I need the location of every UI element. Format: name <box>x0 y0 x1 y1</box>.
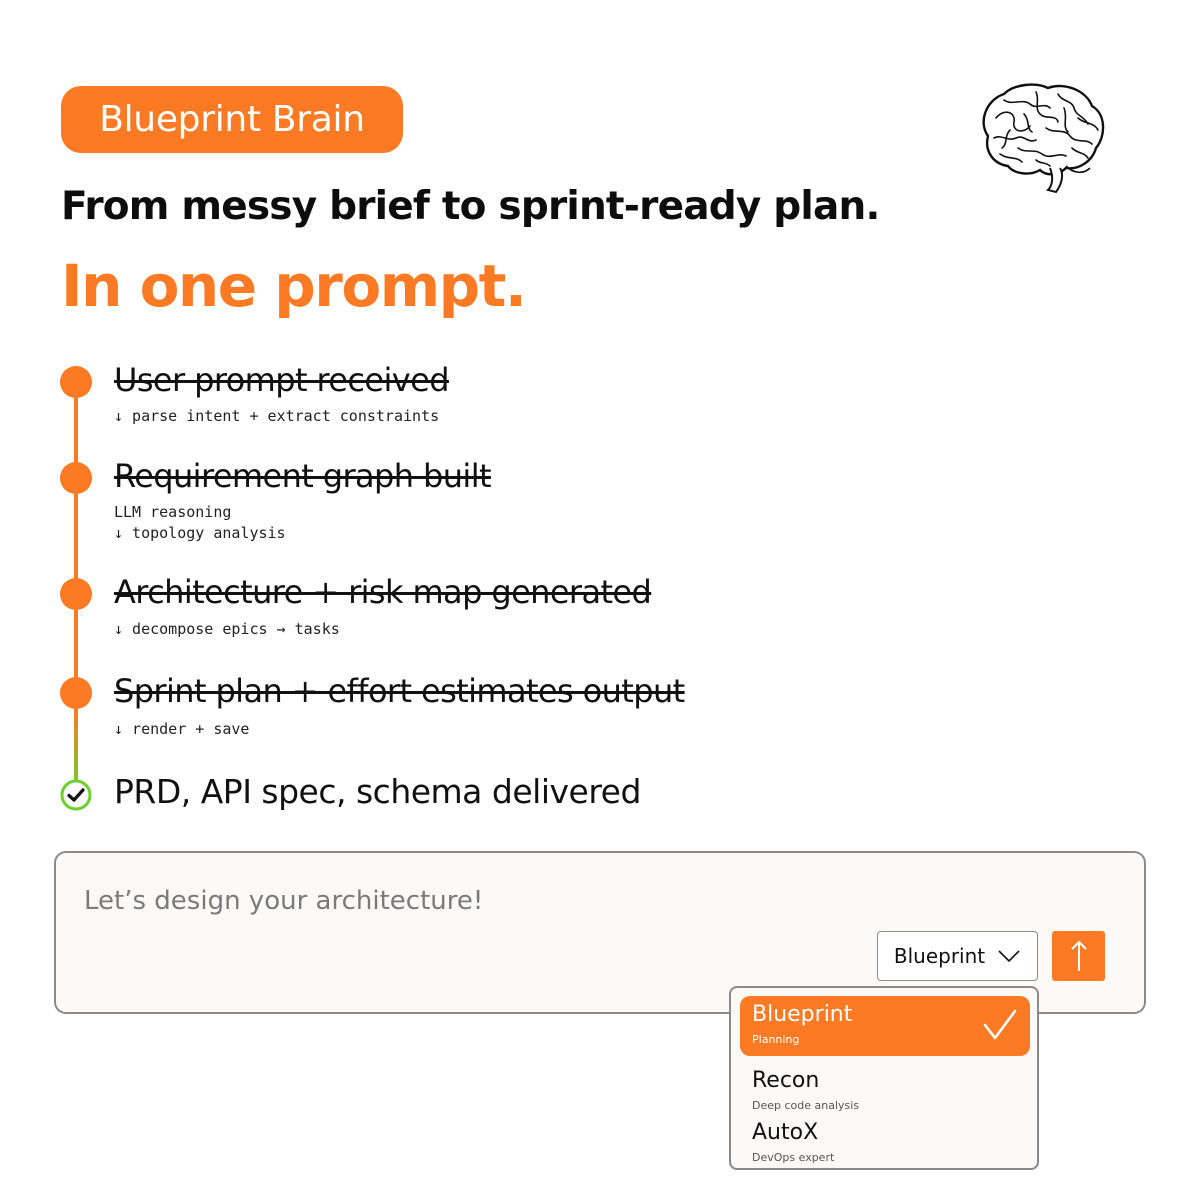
page-tagline: In one prompt. <box>61 252 526 320</box>
step-title: Requirement graph built <box>114 457 491 495</box>
timeline-track-final <box>74 710 78 790</box>
check-circle-icon <box>60 779 92 811</box>
mode-option-name: AutoX <box>752 1120 819 1145</box>
brand-badge: Blueprint Brain <box>61 86 403 153</box>
step-title: Sprint plan + effort estimates output <box>114 672 685 710</box>
mode-option-name: Blueprint <box>752 1002 853 1027</box>
prompt-input[interactable] <box>84 881 844 921</box>
arrow-up-icon <box>1069 939 1089 973</box>
timeline-dot <box>60 366 92 398</box>
send-button[interactable] <box>1052 931 1105 981</box>
mode-option-recon[interactable] <box>740 1062 1030 1112</box>
mode-select[interactable] <box>877 931 1038 981</box>
final-step-title: PRD, API spec, schema delivered <box>114 772 641 811</box>
mode-option-desc: Deep code analysis <box>752 1099 860 1112</box>
step-detail: ↓ decompose epics → tasks <box>114 620 340 638</box>
step-title: User prompt received <box>114 361 449 399</box>
step-title: Architecture + risk map generated <box>114 573 652 611</box>
step-detail: ↓ render + save <box>114 720 250 738</box>
mode-option-name: Recon <box>752 1068 820 1093</box>
timeline-dot <box>60 462 92 494</box>
step-detail: LLM reasoning <box>114 503 232 521</box>
mode-option-blueprint[interactable] <box>740 996 1030 1056</box>
timeline-track <box>74 382 78 712</box>
mode-option-desc: Planning <box>752 1033 800 1046</box>
timeline-dot <box>60 578 92 610</box>
mode-option-autox[interactable] <box>740 1114 1030 1164</box>
brain-icon <box>974 78 1108 196</box>
checkmark-icon <box>982 1008 1018 1042</box>
mode-option-desc: DevOps expert <box>752 1151 835 1164</box>
mode-select-value: Blueprint <box>893 944 986 968</box>
page-headline: From messy brief to sprint-ready plan. <box>61 184 880 229</box>
step-detail: ↓ topology analysis <box>114 524 286 542</box>
mode-dropdown <box>729 986 1039 1170</box>
chevron-down-icon <box>997 949 1021 963</box>
step-detail: ↓ parse intent + extract constraints <box>114 407 440 425</box>
timeline-dot <box>60 677 92 709</box>
